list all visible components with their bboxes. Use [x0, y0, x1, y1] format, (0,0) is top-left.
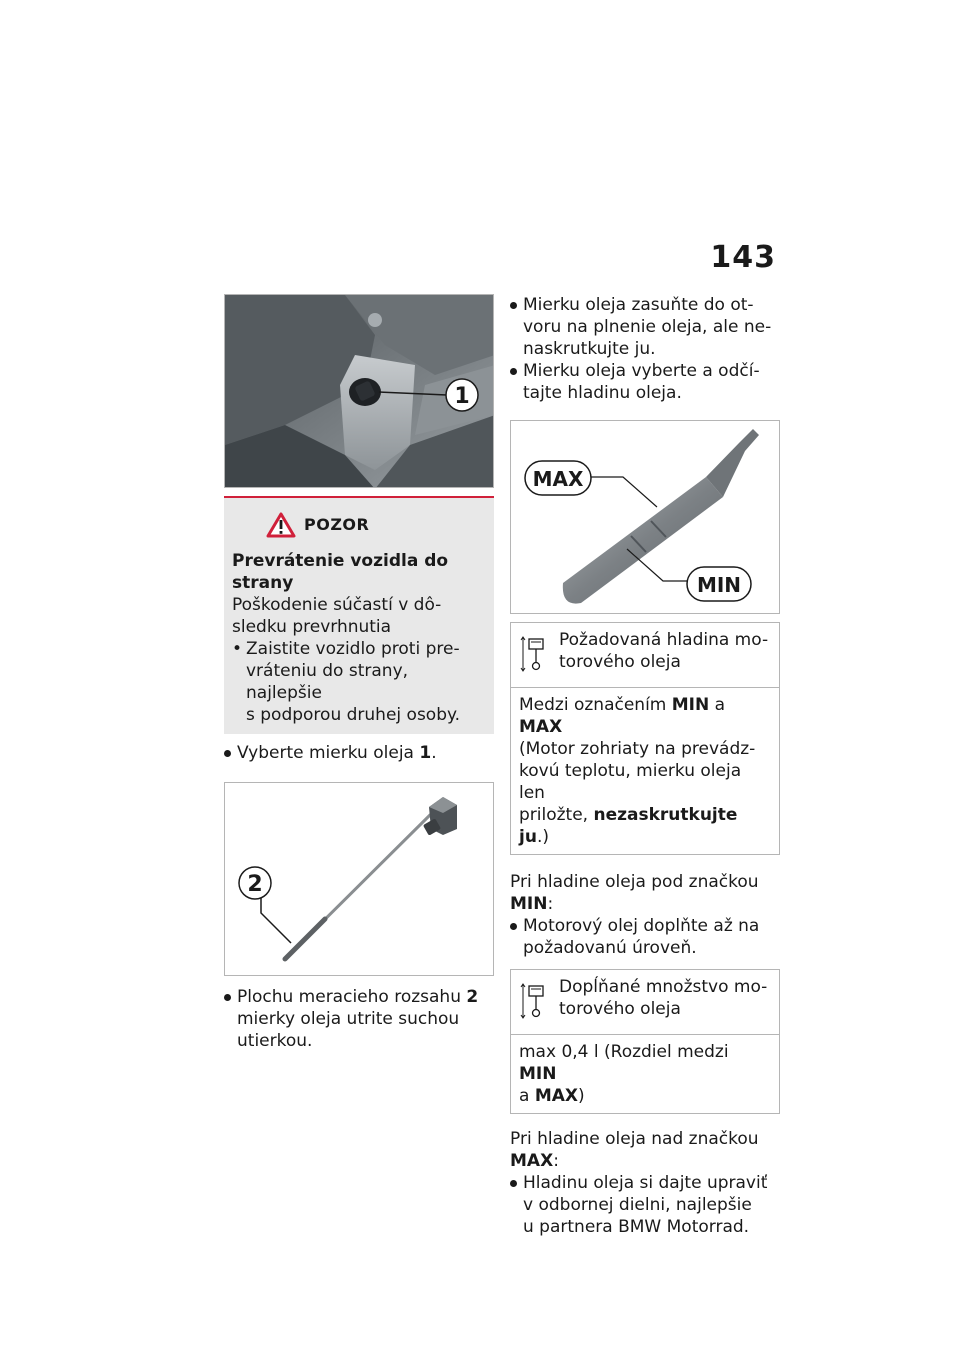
warning-title: POZOR: [304, 515, 370, 534]
step-text: mierky oleja utrite suchou: [237, 1009, 460, 1029]
spec-text: kovú teplotu, mierku oleja len: [519, 761, 742, 803]
max-mark-label: MAX: [532, 467, 584, 491]
warning-subject-line: strany: [232, 573, 294, 593]
step-read-level: [510, 360, 780, 404]
spec-header: [511, 623, 779, 688]
spec-label-line: Dopĺňané množstvo mo-: [559, 977, 768, 997]
step-text: utierkou.: [237, 1031, 313, 1051]
step-text: Mierku oleja zasuňte do ot-: [523, 295, 754, 315]
step-text-end: .: [431, 743, 437, 763]
step-text: v odbornej dielni, najlepšie: [523, 1195, 752, 1215]
spec-value: [511, 1035, 779, 1113]
spec-text: Medzi označením: [519, 695, 672, 715]
spec-text: .): [536, 827, 549, 847]
warning-text-line: sledku prevrhnutia: [232, 617, 392, 637]
warning-instruction: [232, 638, 486, 726]
warning-instruction-line: vráteniu do strany, najlepšie: [246, 661, 409, 703]
figure-oil-dipstick-location: [224, 294, 494, 488]
callout-2: 2: [247, 872, 263, 897]
condition-colon: :: [547, 894, 554, 914]
warning-triangle-icon: [266, 512, 296, 538]
spec-text: priložte,: [519, 805, 594, 825]
step-text: požadovanú úroveň.: [523, 938, 697, 958]
spec-top-up-quantity: [510, 969, 780, 1114]
spec-text: max 0,4 l (Rozdiel medzi: [519, 1042, 729, 1062]
spec-required-oil-level: [510, 622, 780, 855]
condition-mark: MIN: [510, 894, 548, 914]
spec-max: MAX: [534, 1086, 579, 1106]
step-ref: 1: [419, 743, 432, 763]
spec-text: a: [519, 1086, 535, 1106]
dipstick-marks-illustration: [511, 421, 780, 614]
min-mark-label: MIN: [696, 573, 742, 597]
condition-mark: MAX: [510, 1151, 554, 1171]
condition-text: Pri hladine oleja nad značkou: [510, 1129, 759, 1149]
engine-oil-icon: [519, 976, 559, 1026]
warning-header: [266, 512, 486, 538]
spec-max: MAX: [519, 717, 563, 737]
warning-instruction-line: • Zaistite vozidlo proti pre-: [246, 639, 460, 659]
step-have-oil-adjusted: [510, 1172, 780, 1238]
condition-text: Pri hladine oleja pod značkou: [510, 872, 759, 892]
spec-label-line: torového oleja: [559, 652, 681, 672]
spec-label-line: Požadovaná hladina mo-: [559, 630, 769, 650]
step-top-up-oil: [510, 915, 780, 959]
figure-min-max-marks: [510, 420, 780, 614]
step-remove-dipstick: [224, 742, 494, 764]
step-text: Motorový olej doplňte až na: [523, 916, 760, 936]
warning-subject-line: Prevrátenie vozidla do: [232, 551, 449, 571]
right-column: [510, 294, 780, 1238]
step-ref: 2: [466, 987, 479, 1007]
step-text: voru na plnenie oleja, ale ne-: [523, 317, 772, 337]
step-text: naskrutkujte ju.: [523, 339, 656, 359]
spec-min: MIN: [519, 1064, 557, 1084]
warning-box: [224, 496, 494, 734]
warning-text-line: Poškodenie súčastí v dô-: [232, 595, 442, 615]
engine-oil-icon: [519, 629, 559, 679]
spec-text: (Motor zohriaty na prevádz-: [519, 739, 756, 759]
warning-instruction-line: s podporou druhej osoby.: [246, 705, 461, 725]
engine-bay-illustration: [225, 295, 494, 488]
figure-dipstick: [224, 782, 494, 976]
spec-value: [511, 688, 779, 854]
spec-text: a: [709, 695, 726, 715]
step-text: Mierku oleja vyberte a odčí-: [523, 361, 760, 381]
callout-1: 1: [454, 384, 470, 409]
warning-text: [232, 594, 486, 638]
spec-label: [559, 976, 771, 1026]
step-text: Vyberte mierku oleja: [237, 743, 420, 763]
left-column: [224, 294, 494, 1052]
step-insert-dipstick: [510, 294, 780, 360]
step-text: u partnera BMW Motorrad.: [523, 1217, 750, 1237]
warning-subject: [232, 550, 486, 594]
spec-min: MIN: [671, 695, 710, 715]
spec-emphasis: nezaskrutkujte ju: [519, 805, 738, 847]
step-wipe-dipstick: [224, 986, 494, 1052]
spec-header: [511, 970, 779, 1035]
dipstick-illustration: [225, 783, 494, 976]
spec-text: ): [578, 1086, 585, 1106]
condition-colon: :: [553, 1151, 559, 1171]
condition-above-max: [510, 1128, 780, 1172]
condition-below-min: [510, 871, 780, 915]
step-text: Plochu meracieho rozsahu: [237, 987, 467, 1007]
page-number: 143: [710, 240, 776, 275]
spec-label-line: torového oleja: [559, 999, 681, 1019]
step-text: tajte hladinu oleja.: [523, 383, 682, 403]
spec-label: [559, 629, 771, 679]
step-text: Hladinu oleja si dajte upraviť: [523, 1173, 768, 1193]
